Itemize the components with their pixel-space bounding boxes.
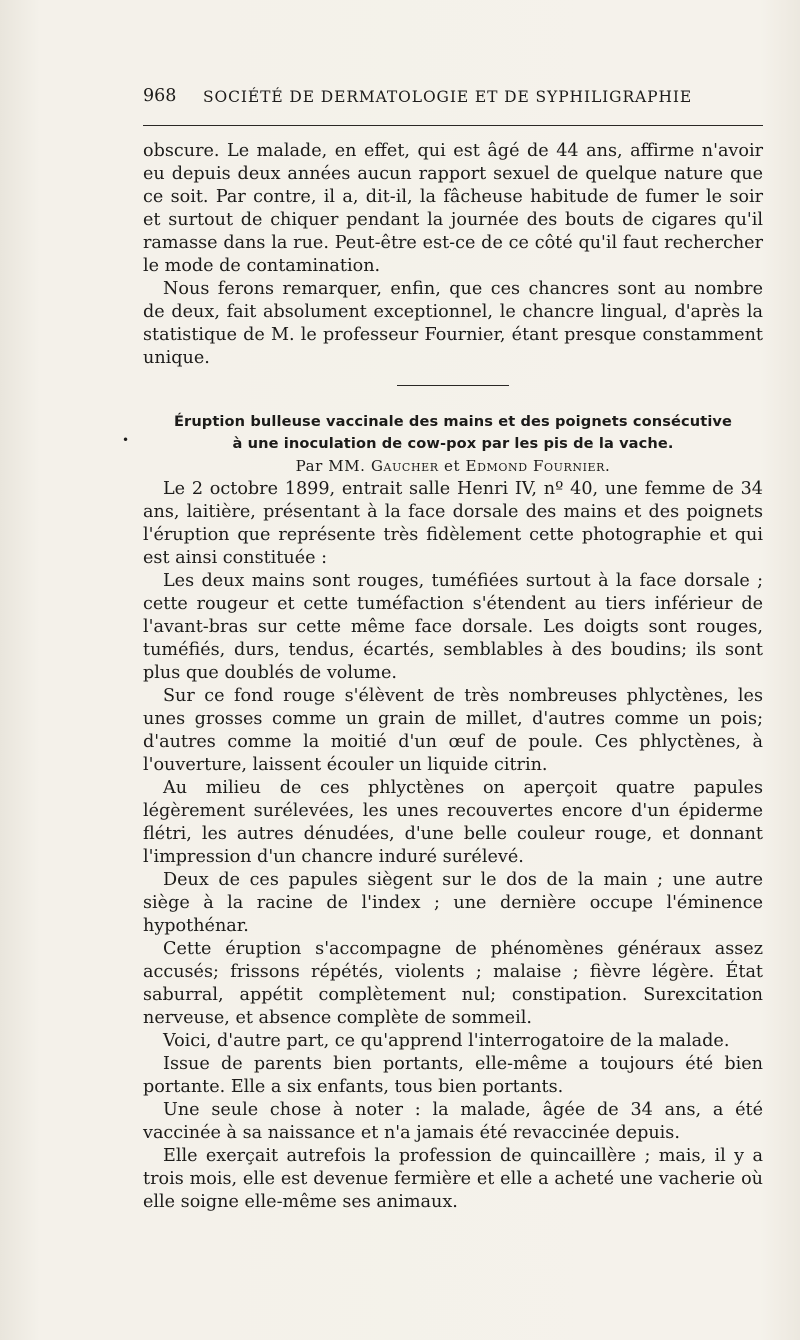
section-separator bbox=[397, 385, 509, 386]
paragraph: Une seule chose à noter : la malade, âgée de 34 ans, a été vaccinée à sa naissance et n'a jamais été revaccinée depuis. bbox=[143, 1100, 763, 1143]
paragraph: Voici, d'autre part, ce qu'apprend l'interrogatoire de la malade. bbox=[163, 1031, 730, 1051]
paragraph: Les deux mains sont rouges, tuméfiées surtout à la face dorsale ; cette rougeur et cette tuméfaction s'étendent au tiers inférieur de l'avant-bras sur cette même face dorsale. Les doigts sont rouges, tuméfiés, durs, tendus, écartés, semblables à des boudins; ils sont plus que doublés de volume. bbox=[143, 571, 763, 683]
byline-join: et bbox=[444, 457, 461, 475]
running-header bbox=[143, 86, 763, 110]
paragraph: Issue de parents bien portants, elle-même a toujours été bien portante. Elle a six enfants, tous bien portants. bbox=[143, 1054, 763, 1097]
article-title-line: à une inoculation de cow-pox par les pis de la vache. bbox=[232, 435, 674, 452]
author-name: Gaucher bbox=[370, 457, 439, 475]
paragraph: Sur ce fond rouge s'élèvent de très nombreuses phlyctènes, les unes grosses comme un grain de millet, d'autres comme un pois; d'autres comme la moitié d'un œuf de poule. Ces phlyctènes, à l'ouverture, laissent écouler un liquide citrin. bbox=[143, 686, 763, 775]
page-number: 968 bbox=[143, 86, 177, 106]
byline-prefix: Par MM. bbox=[295, 457, 366, 475]
article-byline bbox=[143, 455, 763, 478]
header-rule bbox=[143, 125, 763, 126]
paragraph-continuation: obscure. Le malade, en effet, qui est âgé de 44 ans, affirme n'avoir eu depuis deux années aucun rapport sexuel de quelque nature que ce soit. Par contre, il a, dit-il, la fâcheuse habitude de fumer le soir et surtout de chiquer pendant la journée des bouts de cigares qu'il ramasse dans la rue. Peut-être est-ce de ce côté qu'il faut rechercher le mode de contamination. bbox=[143, 141, 763, 276]
article-title bbox=[143, 411, 763, 455]
page-body bbox=[143, 140, 763, 1214]
paragraph: Au milieu de ces phlyctènes on aperçoit quatre papules légèrement surélevées, les unes recouvertes encore d'un épiderme flétri, les autres dénudées, d'une belle couleur rouge, et donnant l'impression d'un chancre induré surélevé. bbox=[143, 778, 763, 867]
running-title: SOCIÉTÉ DE DERMATOLOGIE ET DE SYPHILIGRAPHIE bbox=[203, 88, 693, 106]
paragraph: Elle exerçait autrefois la profession de quincaillère ; mais, il y a trois mois, elle est devenue fermière et elle a acheté une vacherie où elle soigne elle-même ses animaux. bbox=[143, 1146, 763, 1212]
paragraph: Deux de ces papules siègent sur le dos de la main ; une autre siège à la racine de l'index ; une dernière occupe l'éminence hypothénar. bbox=[143, 870, 763, 936]
article-title-line: Éruption bulleuse vaccinale des mains et des poignets consécutive bbox=[173, 413, 733, 430]
bullet-mark: • bbox=[122, 433, 130, 447]
paragraph: Cette éruption s'accompagne de phénomènes généraux assez accusés; frissons répétés, violents ; malaise ; fièvre légère. État saburral, appétit complètement nul; constipation. Surexcitation nerveuse, et absence complète de sommeil. bbox=[143, 939, 763, 1028]
paragraph: Le 2 octobre 1899, entrait salle Henri IV, nº 40, une femme de 34 ans, laitière, présentant à la face dorsale des mains et des poignets l'éruption que représente très fidèlement cette photographie et qui est ainsi constituée : bbox=[143, 479, 763, 568]
paragraph: Nous ferons remarquer, enfin, que ces chancres sont au nombre de deux, fait absolument exceptionnel, le chancre lingual, d'après la statistique de M. le professeur Fournier, étant presque constamment unique. bbox=[143, 279, 763, 368]
author-name: Edmond Fournier. bbox=[465, 457, 611, 475]
